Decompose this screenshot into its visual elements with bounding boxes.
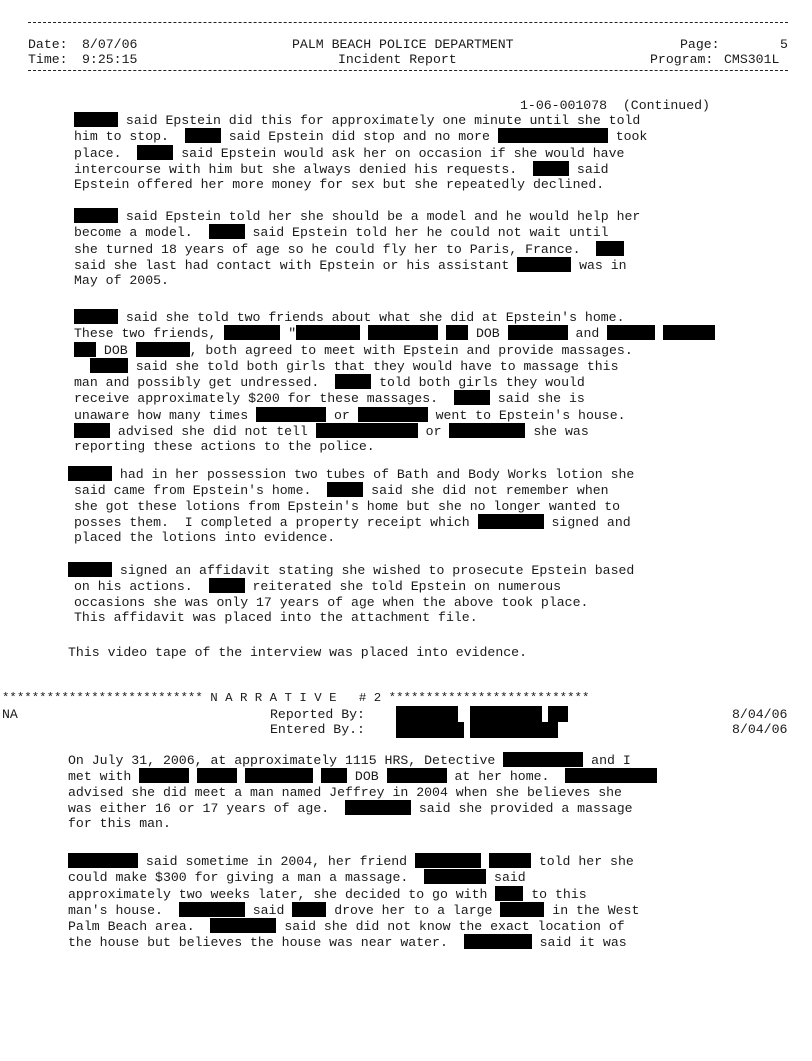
reported-by-label: Reported By:: [270, 707, 365, 722]
redaction: [548, 706, 568, 722]
text-segment: in the West: [544, 902, 640, 918]
redaction: [68, 466, 112, 481]
text-segment: This affidavit was placed into the attachment file.: [74, 609, 478, 625]
text-segment: [438, 326, 446, 341]
text-segment: told her she: [530, 854, 634, 869]
text-segment: said came from Epstein's home.: [74, 483, 328, 499]
redaction: [387, 768, 447, 783]
text-segment: become a model.: [74, 225, 209, 241]
text-segment: said sometime in 2004, her friend: [138, 854, 415, 869]
case-number: 1-06-001078: [520, 98, 608, 113]
redaction: [446, 325, 468, 340]
text-segment: went to Epstein's house.: [427, 407, 626, 423]
redaction: [74, 423, 110, 438]
text-line: [0, 785, 657, 800]
text-segment: and: [567, 326, 608, 342]
text-segment: Palm Beach area.: [68, 919, 211, 935]
redaction: [396, 722, 464, 738]
entered-by-label: Entered By.:: [270, 722, 365, 737]
header-report-type: Incident Report: [338, 52, 457, 67]
text-segment: or: [417, 424, 450, 440]
text-segment: and I: [583, 753, 631, 768]
text-segment: place.: [74, 145, 138, 161]
text-line: [0, 241, 640, 257]
text-line: [0, 578, 634, 594]
redaction: [185, 128, 221, 143]
text-segment: signed and: [543, 514, 631, 530]
header-date-value: 8/07/06: [82, 37, 138, 52]
paragraph: [0, 309, 715, 455]
redaction: [209, 224, 245, 239]
text-segment: [189, 769, 197, 784]
text-segment: said Epstein told her she should be a model and he would help her: [118, 209, 641, 224]
paragraph: [0, 466, 634, 545]
redaction: [508, 325, 568, 340]
redaction: [68, 853, 138, 868]
paragraph: [0, 645, 527, 660]
redaction: [296, 325, 360, 340]
redaction: [470, 706, 542, 722]
text-line: [0, 530, 634, 545]
text-line: [0, 768, 657, 784]
text-segment: said Epstein told her he could not wait until: [244, 225, 609, 241]
text-segment: approximately two weeks later, she decided to go with: [68, 886, 496, 902]
text-line: [0, 562, 634, 578]
text-segment: ": [280, 326, 297, 342]
text-segment: was in: [571, 257, 627, 273]
text-segment: occasions she was only 17 years of age when the above took place.: [74, 594, 589, 610]
redaction: [424, 869, 486, 884]
text-segment: These two friends,: [74, 326, 225, 342]
text-segment: DOB: [347, 769, 387, 785]
text-line: [0, 273, 640, 288]
text-line: [0, 499, 634, 514]
header-page-label: Page:: [680, 37, 720, 52]
redaction: [74, 208, 118, 223]
redaction: [90, 358, 128, 373]
text-segment: [360, 326, 368, 341]
text-segment: [313, 769, 321, 784]
text-line: [0, 752, 657, 768]
redaction: [498, 128, 608, 143]
header-program-label: Program:: [650, 52, 714, 67]
text-line: [0, 374, 715, 390]
text-segment: intercourse with him but she always denied his requests.: [74, 161, 533, 177]
redaction: [454, 390, 490, 405]
text-segment: said Epstein did stop and no more: [220, 129, 498, 145]
text-segment: she was: [525, 424, 589, 440]
redaction: [368, 325, 438, 340]
text-line: [0, 934, 639, 950]
redaction: [464, 934, 532, 949]
text-segment: reiterated she told Epstein on numerous: [244, 579, 562, 595]
redaction: [449, 423, 525, 438]
text-segment: said Epstein would ask her on occasion if she would have: [173, 145, 625, 161]
text-line: [0, 853, 639, 869]
text-line: [0, 482, 634, 498]
redaction: [139, 768, 189, 783]
text-segment: receive approximately $200 for these massages.: [74, 391, 454, 407]
text-segment: took: [607, 129, 648, 145]
text-line: [0, 466, 634, 482]
text-segment: said she did not remember when: [363, 483, 609, 499]
redaction: [224, 325, 280, 340]
text-segment: said: [244, 902, 293, 918]
redaction: [74, 342, 96, 357]
redaction: [478, 514, 544, 529]
text-segment: to this: [523, 886, 587, 902]
narrative-na: NA: [2, 707, 18, 722]
text-segment: for this man.: [68, 816, 171, 832]
text-segment: Epstein offered her more money for sex but she repeatedly declined.: [74, 177, 605, 193]
redaction: [517, 257, 571, 272]
text-segment: said it was: [531, 935, 627, 951]
text-line: [0, 800, 657, 816]
header-page-value: 5: [780, 37, 788, 52]
text-segment: had in her possession two tubes of Bath and Body Works lotion she: [112, 467, 635, 482]
redaction: [179, 902, 245, 917]
paragraph: [0, 752, 657, 831]
text-segment: advised she did not tell: [110, 424, 316, 440]
text-segment: man and possibly get undressed.: [74, 375, 336, 391]
text-line: [0, 208, 640, 224]
text-line: [0, 309, 715, 325]
text-line: [0, 390, 715, 406]
text-line: [0, 423, 715, 439]
text-line: [0, 902, 639, 918]
redaction: [345, 800, 411, 815]
reported-date: 8/04/06: [732, 707, 788, 722]
text-segment: placed the lotions into evidence.: [74, 530, 336, 546]
paragraph: [0, 853, 639, 951]
text-line: [0, 610, 634, 625]
text-line: [0, 918, 639, 934]
redaction: [316, 423, 418, 438]
text-segment: said she told both girls that they would have to massage this: [127, 358, 619, 374]
text-segment: said: [486, 870, 526, 886]
text-segment: said she provided a massage: [410, 800, 633, 816]
text-segment: she turned 18 years of age so he could fly her to Paris, France.: [74, 241, 597, 257]
redaction: [358, 407, 428, 422]
text-segment: said she told two friends about what she did at Epstein's home.: [118, 310, 625, 325]
text-segment: said Epstein did this for approximately one minute until she told: [118, 113, 641, 128]
text-segment: man's house.: [68, 902, 179, 918]
paragraph: [0, 562, 634, 625]
redaction: [245, 768, 313, 783]
redaction: [470, 722, 558, 738]
text-segment: on his actions.: [74, 579, 209, 595]
text-line: [0, 128, 647, 144]
text-segment: met with: [68, 769, 140, 785]
text-line: [0, 325, 715, 341]
text-line: [0, 886, 639, 902]
header-department: PALM BEACH POLICE DEPARTMENT: [292, 37, 514, 52]
redaction: [74, 112, 118, 127]
redaction: [292, 902, 326, 917]
text-segment: advised she did meet a man named Jeffrey in 2004 when she believes she: [68, 784, 622, 800]
text-line: [0, 514, 634, 530]
text-segment: said: [569, 161, 609, 177]
text-line: [0, 257, 640, 273]
redaction: [256, 407, 326, 422]
redaction: [596, 241, 624, 256]
redaction: [607, 325, 655, 340]
text-segment: unaware how many times: [74, 407, 257, 423]
redaction: [68, 562, 112, 577]
text-segment: said she did not know the exact location of: [276, 919, 625, 935]
text-line: [0, 439, 715, 454]
text-segment: told both girls they would: [371, 375, 585, 391]
text-line: [0, 869, 639, 885]
narrative-banner: *************************** N A R R A T I V E # 2 ***************************: [2, 691, 590, 705]
text-segment: drove her to a large: [326, 902, 501, 918]
text-line: [0, 224, 640, 240]
text-segment: said she is: [489, 391, 585, 407]
redaction: [533, 161, 569, 176]
text-segment: him to stop.: [74, 129, 185, 145]
redaction: [197, 768, 237, 783]
text-segment: the house but believes the house was near water.: [68, 935, 464, 951]
header-date-label: Date:: [28, 37, 68, 52]
text-line: [0, 342, 715, 358]
redaction: [321, 768, 347, 783]
redaction: [396, 706, 458, 722]
header-top-rule: [28, 22, 788, 23]
redaction: [327, 482, 363, 497]
text-segment: , both agreed to meet with Epstein and provide massages.: [189, 342, 633, 358]
text-segment: [74, 359, 90, 374]
text-segment: could make $300 for giving a man a massage.: [68, 870, 425, 886]
redaction: [415, 853, 481, 868]
text-segment: reporting these actions to the police.: [74, 439, 375, 455]
text-segment: DOB: [468, 326, 508, 342]
text-line: [0, 161, 647, 177]
redaction: [210, 918, 276, 933]
header-time-label: Time:: [28, 52, 68, 67]
text-segment: On July 31, 2006, at approximately 1115 HRS, Detective: [68, 753, 504, 768]
text-segment: [237, 769, 245, 784]
redaction: [335, 374, 371, 389]
case-status: (Continued): [622, 98, 710, 113]
header-program-value: CMS301L: [724, 52, 780, 67]
redaction: [495, 886, 523, 901]
text-segment: DOB: [96, 342, 136, 358]
text-line: [0, 112, 647, 128]
text-line: [0, 816, 657, 831]
text-line: [0, 595, 634, 610]
text-segment: was either 16 or 17 years of age.: [68, 800, 345, 816]
text-segment: [655, 326, 663, 341]
text-segment: [481, 854, 489, 869]
redaction: [136, 342, 190, 357]
text-segment: signed an affidavit stating she wished to prosecute Epstein based: [112, 563, 635, 578]
text-line: [0, 358, 715, 374]
text-segment: This video tape of the interview was placed into evidence.: [68, 645, 527, 660]
text-segment: or: [326, 407, 358, 423]
text-segment: posses them. I completed a property receipt which: [74, 514, 478, 530]
text-segment: she got these lotions from Epstein's home but she no longer wanted to: [74, 498, 621, 514]
text-segment: May of 2005.: [74, 273, 169, 289]
case-reference: [520, 98, 710, 113]
redaction: [503, 752, 583, 767]
text-segment: at her home.: [446, 769, 566, 785]
redaction: [500, 902, 544, 917]
redaction: [565, 768, 657, 783]
text-line: [0, 407, 715, 423]
text-segment: said she last had contact with Epstein or his assistant: [74, 257, 518, 273]
entered-date: 8/04/06: [732, 722, 788, 737]
redaction: [209, 578, 245, 593]
header-bottom-rule: [28, 70, 788, 71]
redaction: [137, 145, 173, 160]
redaction: [489, 853, 531, 868]
paragraph: [0, 112, 647, 192]
paragraph: [0, 208, 640, 288]
header-time-value: 9:25:15: [82, 52, 138, 67]
redaction: [74, 309, 118, 324]
text-line: [0, 645, 527, 660]
text-line: [0, 177, 647, 192]
text-line: [0, 145, 647, 161]
redaction: [663, 325, 715, 340]
